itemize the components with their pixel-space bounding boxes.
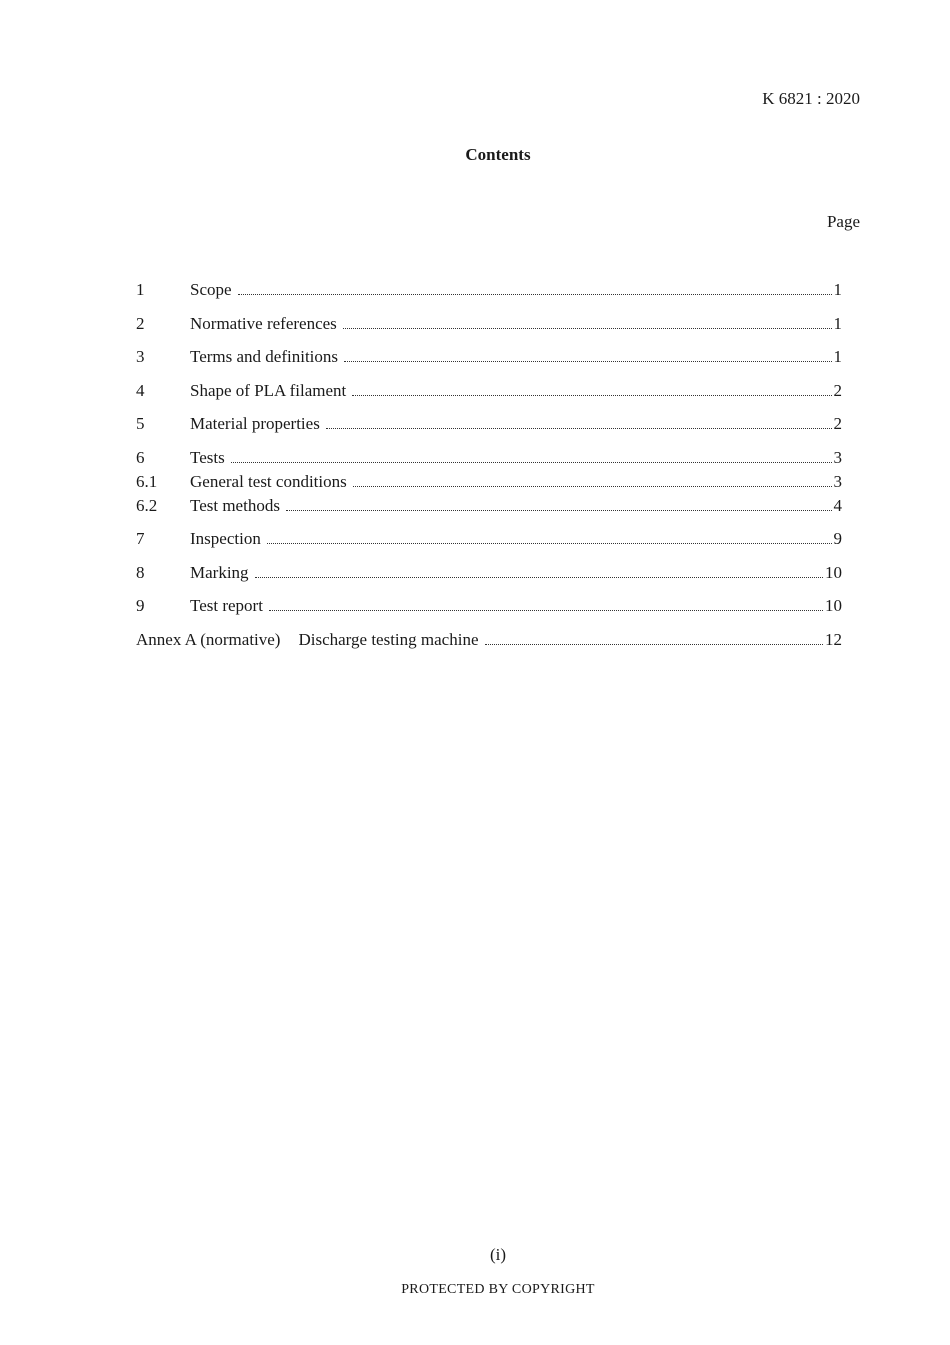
toc-entry-title: Material properties [190, 414, 320, 433]
table-of-contents [136, 278, 842, 652]
page-folio: (i) [489, 1245, 507, 1264]
toc-entry-page: 1 [833, 280, 842, 299]
dot-leader [326, 428, 832, 429]
page-title: Contents [465, 145, 531, 164]
dot-leader [238, 294, 832, 295]
toc-entry[interactable] [136, 379, 842, 403]
toc-entry-title: Normative references [190, 313, 337, 333]
toc-entry[interactable] [136, 594, 842, 618]
dot-leader [269, 610, 823, 611]
annex-designation: Annex A (normative) [136, 629, 281, 649]
dot-leader [286, 510, 832, 511]
dot-leader [255, 577, 823, 578]
page-column-heading: Page [826, 212, 860, 231]
annex-title: Discharge testing machine [298, 629, 479, 649]
dot-leader [485, 644, 824, 645]
toc-entry-number: 4 [136, 380, 145, 400]
toc-entry-number: 6.2 [136, 495, 158, 515]
toc-entry-number: 8 [136, 562, 145, 582]
dot-leader [353, 486, 832, 487]
toc-entry-title: Test report [190, 596, 263, 615]
copyright-notice: PROTECTED BY COPYRIGHT [401, 1282, 595, 1297]
toc-entry-page: 4 [833, 495, 842, 515]
toc-entry-title: Scope [190, 280, 232, 299]
toc-entry-title: Inspection [190, 529, 261, 548]
toc-entry-number: 2 [136, 313, 145, 333]
dot-leader [231, 462, 832, 463]
toc-entry[interactable] [136, 345, 842, 369]
toc-entry[interactable] [136, 561, 842, 585]
dot-leader [343, 328, 832, 329]
toc-entry-title: Shape of PLA filament [190, 380, 347, 400]
toc-entry-number: 6 [136, 447, 145, 467]
toc-entry[interactable] [136, 446, 842, 470]
toc-entry-page: 2 [833, 380, 842, 400]
toc-entry-annex[interactable] [136, 628, 842, 652]
toc-entry-page: 1 [833, 313, 842, 333]
toc-entry-number: 7 [136, 529, 145, 548]
toc-entry-title: Marking [190, 562, 249, 582]
toc-entry[interactable] [136, 278, 842, 302]
dot-leader [352, 395, 831, 396]
toc-entry-title: Test methods [190, 495, 280, 515]
toc-entry-title: General test conditions [190, 471, 347, 491]
toc-entry-page: 10 [825, 596, 842, 615]
toc-entry[interactable] [136, 412, 842, 436]
toc-entry[interactable] [136, 312, 842, 336]
annex-page: 12 [825, 629, 842, 649]
toc-entry-page: 3 [833, 447, 842, 467]
toc-entry-number: 5 [136, 414, 145, 433]
toc-entry-page: 2 [833, 414, 842, 433]
toc-entry-title: Terms and definitions [190, 347, 339, 366]
toc-entry-number: 9 [136, 596, 145, 615]
toc-entry-number: 1 [136, 280, 145, 299]
dot-leader [267, 543, 832, 544]
toc-entry-title: Tests [190, 447, 225, 467]
toc-entry[interactable] [136, 527, 842, 551]
toc-entry[interactable] [136, 470, 842, 494]
toc-entry-page: 9 [833, 529, 842, 548]
document-id: K 6821 : 2020 [762, 89, 860, 108]
toc-entry-page: 3 [833, 471, 842, 491]
toc-entry-number: 3 [136, 347, 145, 366]
toc-entry-number: 6.1 [136, 471, 158, 491]
toc-entry-page: 1 [833, 347, 842, 366]
toc-entry-page: 10 [825, 562, 842, 582]
dot-leader [344, 361, 831, 362]
toc-entry[interactable] [136, 494, 842, 518]
